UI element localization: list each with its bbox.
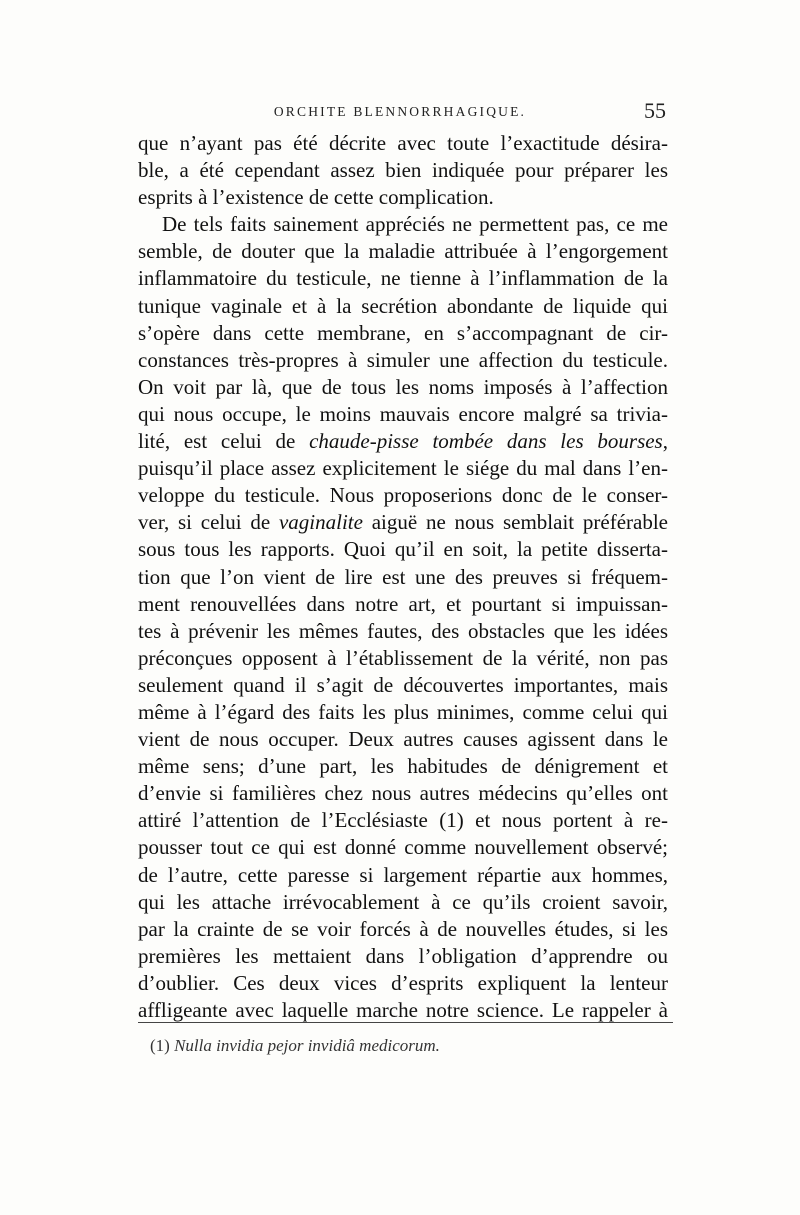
text-line: préconçues opposent à l’établissement de la vérité, non pas	[138, 645, 668, 670]
text-line: ble, a été cependant assez bien indiquée pour préparer les	[138, 158, 668, 183]
text-line: premières les mettaient dans l’obligation d’apprendre ou	[138, 943, 668, 968]
text-line: d’envie si familières chez nous autres médecins qu’elles ont	[138, 781, 668, 806]
text-line: De tels faits sainement appréciés ne permettent pas, ce me	[162, 212, 668, 237]
text-line: puisqu’il place assez explicitement le siége du mal dans l’en-	[138, 456, 668, 481]
text-line	[138, 428, 668, 455]
text-line: de l’autre, cette paresse si largement répartie aux hommes,	[138, 862, 668, 887]
text-line: vient de nous occuper. Deux autres causes agissent dans le	[138, 727, 668, 752]
text-line: qui nous occupe, le moins mauvais encore malgré sa trivia-	[138, 401, 668, 426]
footnote-text: Nulla invidia pejor invidiâ medicorum.	[174, 1036, 440, 1055]
text-line: s’opère dans cette membrane, en s’accompagnant de cir-	[138, 320, 668, 345]
text-line: par la crainte de se voir forcés à de nouvelles études, si les	[138, 916, 668, 941]
text-line: inflammatoire du testicule, ne tienne à l’inflammation de la	[138, 266, 668, 291]
text-line: qui les attache irrévocablement à ce qu’ils croient savoir,	[138, 889, 668, 914]
text-line: esprits à l’existence de cette complication.	[138, 185, 494, 210]
text-line: que n’ayant pas été décrite avec toute l’exactitude désira-	[138, 131, 668, 155]
text-line: même sens; d’une part, les habitudes de dénigrement et	[138, 754, 668, 779]
text-run: ,	[662, 429, 668, 454]
footnote	[150, 1036, 670, 1056]
page-number: 55	[644, 98, 666, 123]
text-line: tunique vaginale et à la secrétion abondante de liquide qui	[138, 293, 668, 318]
text-line: affligeante avec laquelle marche notre science. Le rappeler à	[138, 998, 668, 1022]
text-line: d’oublier. Ces deux vices d’esprits expliquent la lenteur	[138, 970, 668, 995]
text-run: ver, si celui de	[138, 510, 279, 535]
footnote-mark: (1)	[150, 1036, 170, 1055]
footnote-rule	[138, 1022, 673, 1023]
text-line: attiré l’attention de l’Ecclésiaste (1) et nous portent à re-	[138, 808, 668, 833]
italic-word: vaginalite	[278, 510, 363, 535]
text-line: sous tous les rapports. Quoi qu’il en soit, la petite disserta-	[138, 537, 668, 562]
text-run: aiguë ne nous semblait préférable	[362, 510, 668, 535]
text-line: pousser tout ce qui est donné comme nouvellement observé;	[138, 835, 668, 860]
text-line: veloppe du testicule. Nous proposerions donc de le conser-	[138, 483, 668, 508]
text-line: constances très-propres à simuler une affection du testicule.	[138, 347, 668, 372]
text-line: tion que l’on vient de lire est une des preuves si fréquem-	[138, 564, 668, 589]
text-line: semble, de douter que la maladie attribuée à l’engorgement	[138, 239, 668, 264]
text-run: lité, est celui de	[138, 429, 310, 454]
text-line	[138, 509, 668, 536]
body-text	[138, 130, 668, 1024]
text-line: seulement quand il s’agit de découvertes importantes, mais	[138, 672, 668, 697]
text-line: tes à prévenir les mêmes fautes, des obstacles que les idées	[138, 618, 668, 643]
text-line: On voit par là, que de tous les noms imposés à l’affection	[138, 374, 668, 399]
italic-phrase: chaude-pisse tombée dans les bourses	[309, 429, 663, 454]
text-line: même à l’égard des faits les plus minimes, comme celui qui	[138, 699, 668, 724]
running-title: ORCHITE BLENNORRHAGIQUE.	[273, 104, 527, 119]
page-header	[140, 98, 666, 128]
text-line: ment renouvellées dans notre art, et pourtant si impuissan-	[138, 591, 668, 616]
